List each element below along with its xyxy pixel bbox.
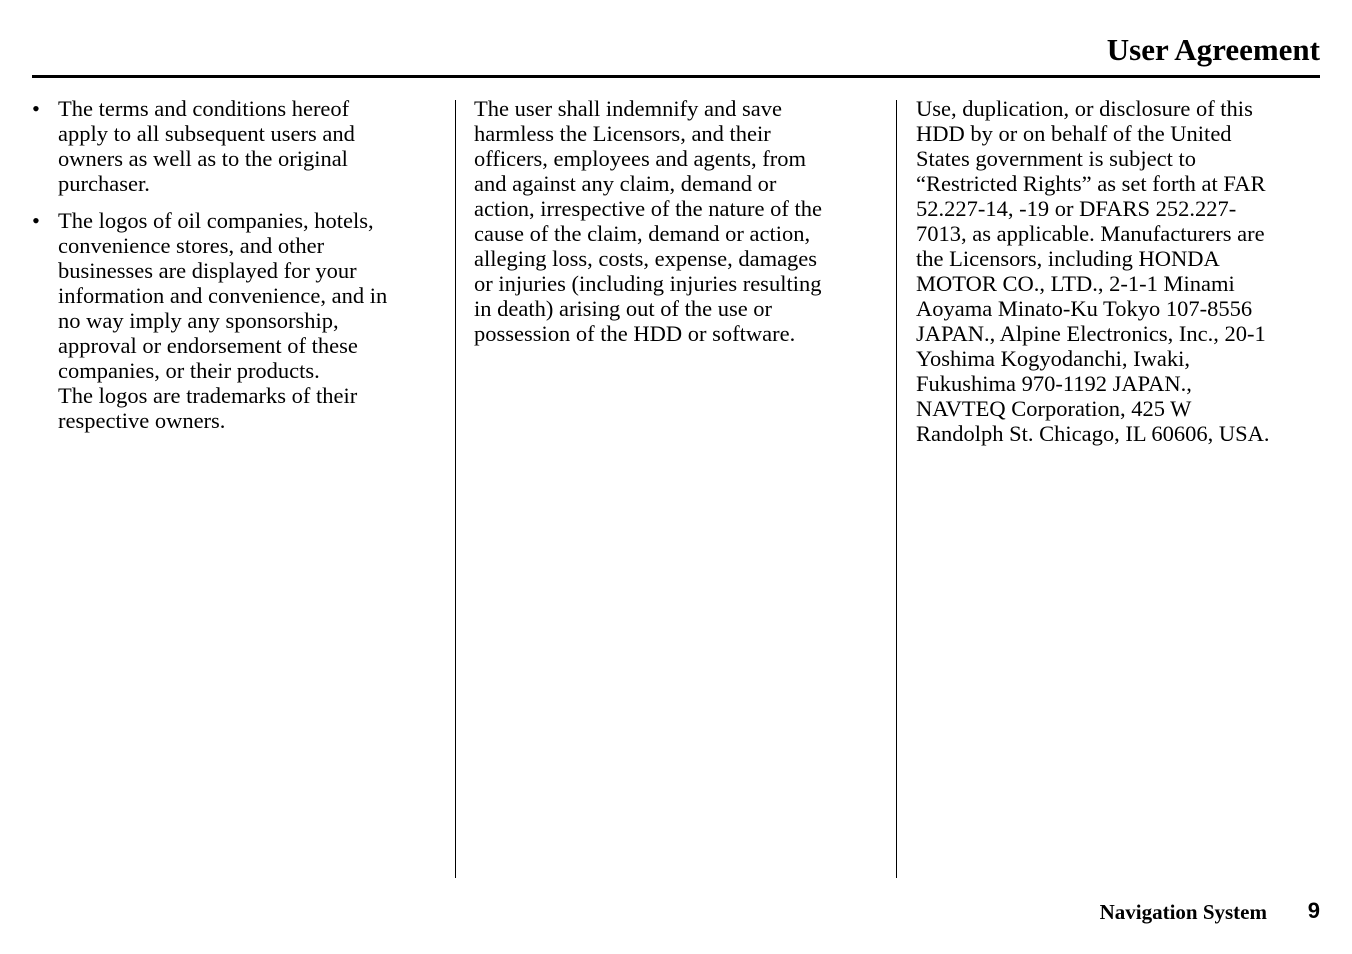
text-line: JAPAN., Alpine Electronics, Inc., 20-1	[916, 321, 1266, 346]
text-line: Aoyama Minato-Ku Tokyo 107-8556	[916, 296, 1253, 321]
column-divider	[455, 100, 456, 878]
text-line: The logos are trademarks of their	[58, 383, 358, 408]
column-right	[916, 96, 1320, 446]
column-middle	[474, 96, 872, 346]
page-number: 9	[1307, 898, 1320, 923]
text-line: approval or endorsement of these	[58, 333, 358, 358]
text-line: no way imply any sponsorship,	[58, 308, 339, 333]
text-line: the Licensors, including HONDA	[916, 246, 1220, 271]
text-line: in death) arising out of the use or	[474, 296, 773, 321]
text-line: Use, duplication, or disclosure of this	[916, 96, 1253, 121]
column-divider	[896, 100, 897, 878]
text-line: convenience stores, and other	[58, 233, 325, 258]
text-line: information and convenience, and in	[58, 283, 388, 308]
text-line: MOTOR CO., LTD., 2-1-1 Minami	[916, 271, 1235, 296]
text-line: Randolph St. Chicago, IL 60606, USA.	[916, 421, 1270, 446]
bullet-item	[32, 96, 432, 196]
text-line: harmless the Licensors, and their	[474, 121, 771, 146]
text-line: purchaser.	[58, 171, 150, 196]
text-line: companies, or their products.	[58, 358, 320, 383]
title-rule	[32, 75, 1320, 78]
text-line: businesses are displayed for your	[58, 258, 357, 283]
footer-section-label: Navigation System	[1099, 900, 1267, 924]
text-line: HDD by or on behalf of the United	[916, 121, 1232, 146]
bullet-mark: •	[32, 96, 40, 121]
bullet-item	[32, 208, 432, 433]
text-line: owners as well as to the original	[58, 146, 348, 171]
text-line: The logos of oil companies, hotels,	[58, 208, 374, 233]
text-line: apply to all subsequent users and	[58, 121, 355, 146]
text-line: respective owners.	[58, 408, 226, 433]
text-line: possession of the HDD or software.	[474, 321, 796, 346]
column-left	[32, 96, 432, 445]
text-line: and against any claim, demand or	[474, 171, 777, 196]
text-line: alleging loss, costs, expense, damages	[474, 246, 818, 271]
text-line: 52.227-14, -19 or DFARS 252.227-	[916, 196, 1237, 221]
text-line: officers, employees and agents, from	[474, 146, 806, 171]
text-line: “Restricted Rights” as set forth at FAR	[916, 171, 1266, 196]
text-line: The terms and conditions hereof	[58, 96, 350, 121]
text-line: Yoshima Kogyodanchi, Iwaki,	[916, 346, 1190, 371]
text-line: The user shall indemnify and save	[474, 96, 783, 121]
text-line: cause of the claim, demand or action,	[474, 221, 811, 246]
text-line: action, irrespective of the nature of the	[474, 196, 822, 221]
page-title: User Agreement	[1106, 32, 1320, 67]
text-line: 7013, as applicable. Manufacturers are	[916, 221, 1265, 246]
text-line: NAVTEQ Corporation, 425 W	[916, 396, 1192, 421]
text-line: or injuries (including injuries resulting	[474, 271, 822, 296]
bullet-mark: •	[32, 208, 40, 233]
text-line: Fukushima 970-1192 JAPAN.,	[916, 371, 1192, 396]
text-line: States government is subject to	[916, 146, 1196, 171]
